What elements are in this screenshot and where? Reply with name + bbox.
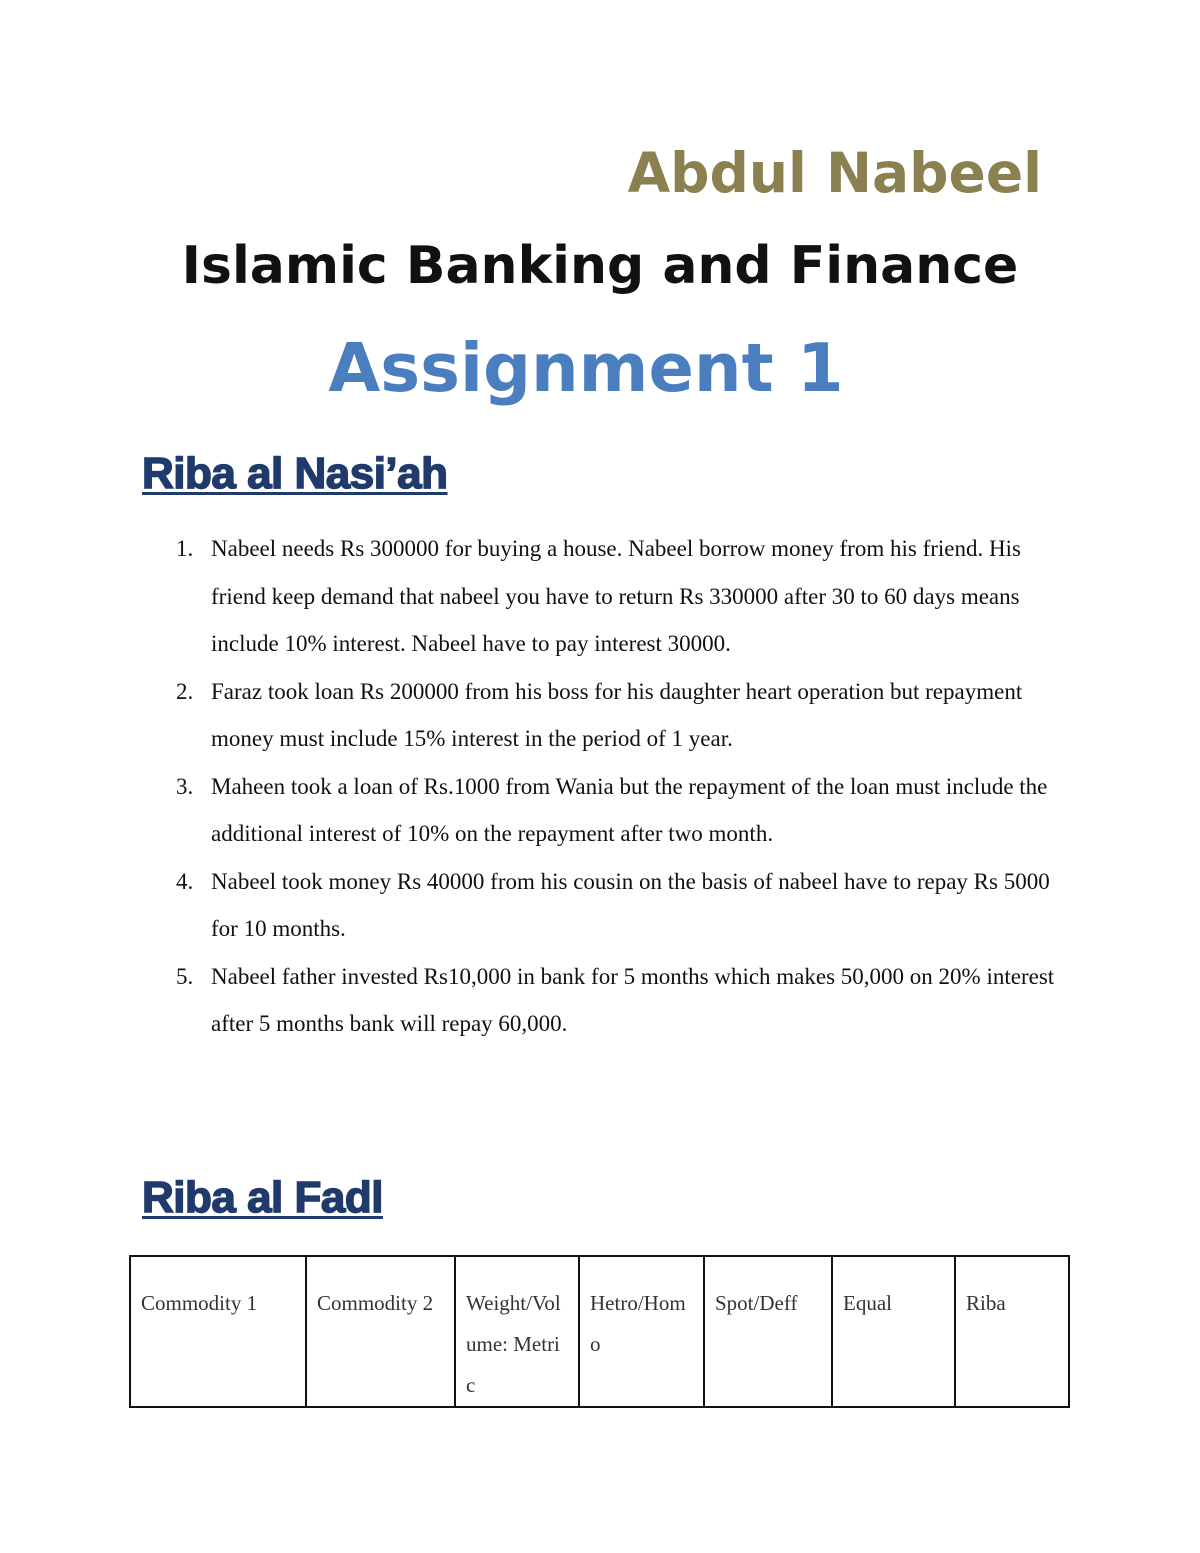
course-title: Islamic Banking and Finance [181,236,1019,296]
list-item-number: 3. [176,773,194,799]
list-item-text: Nabeel father invested Rs10,000 in bank for 5 months which makes 50,000 on 20% interest after 5 months bank will repay 60,000. [211,963,1055,1036]
list-item [170,763,1070,858]
table-header-cell: Riba [955,1256,1069,1407]
list-item [170,858,1070,953]
riba-nasiah-heading: Riba al Nasi’ah [142,449,448,498]
riba-fadl-heading: Riba al Fadl [142,1173,383,1222]
table-header-cell: Weight/Volume: Metric [455,1256,579,1407]
list-item-number: 5. [176,963,194,989]
riba-nasiah-list [170,525,1070,1048]
list-item-text: Faraz took loan Rs 200000 from his boss for his daughter heart operation but repayment money must include 15% interest in the period of 1 year. [211,678,1023,751]
table-header-cell: Equal [832,1256,955,1407]
assignment-title: Assignment 1 [328,329,844,407]
list-item-text: Nabeel needs Rs 300000 for buying a house. Nabeel borrow money from his friend. His friend keep demand that nabeel you have to return Rs 330000 after 30 to 60 days means include 10% interest. Nabeel have to pay interest 30000. [211,536,1021,656]
table-header-cell: Hetro/Homo [579,1256,704,1407]
list-item-number: 4. [176,868,194,894]
list-item [170,668,1070,763]
list-item [170,525,1070,668]
table-header-cell: Spot/Deff [704,1256,832,1407]
list-item-number: 1. [176,536,194,561]
riba-fadl-table [129,1255,1070,1408]
list-item-text: Nabeel took money Rs 40000 from his cousin on the basis of nabeel have to repay Rs 5000 for 10 months. [211,868,1050,941]
list-item-number: 2. [176,678,194,704]
table-header-row [130,1256,1069,1407]
author-name: Abdul Nabeel [627,141,1042,205]
list-item-text: Maheen took a loan of Rs.1000 from Wania but the repayment of the loan must include the additional interest of 10% on the repayment after two month. [211,773,1048,846]
table-header-cell: Commodity 2 [306,1256,455,1407]
list-item [170,953,1070,1048]
table-header-cell: Commodity 1 [130,1256,306,1407]
